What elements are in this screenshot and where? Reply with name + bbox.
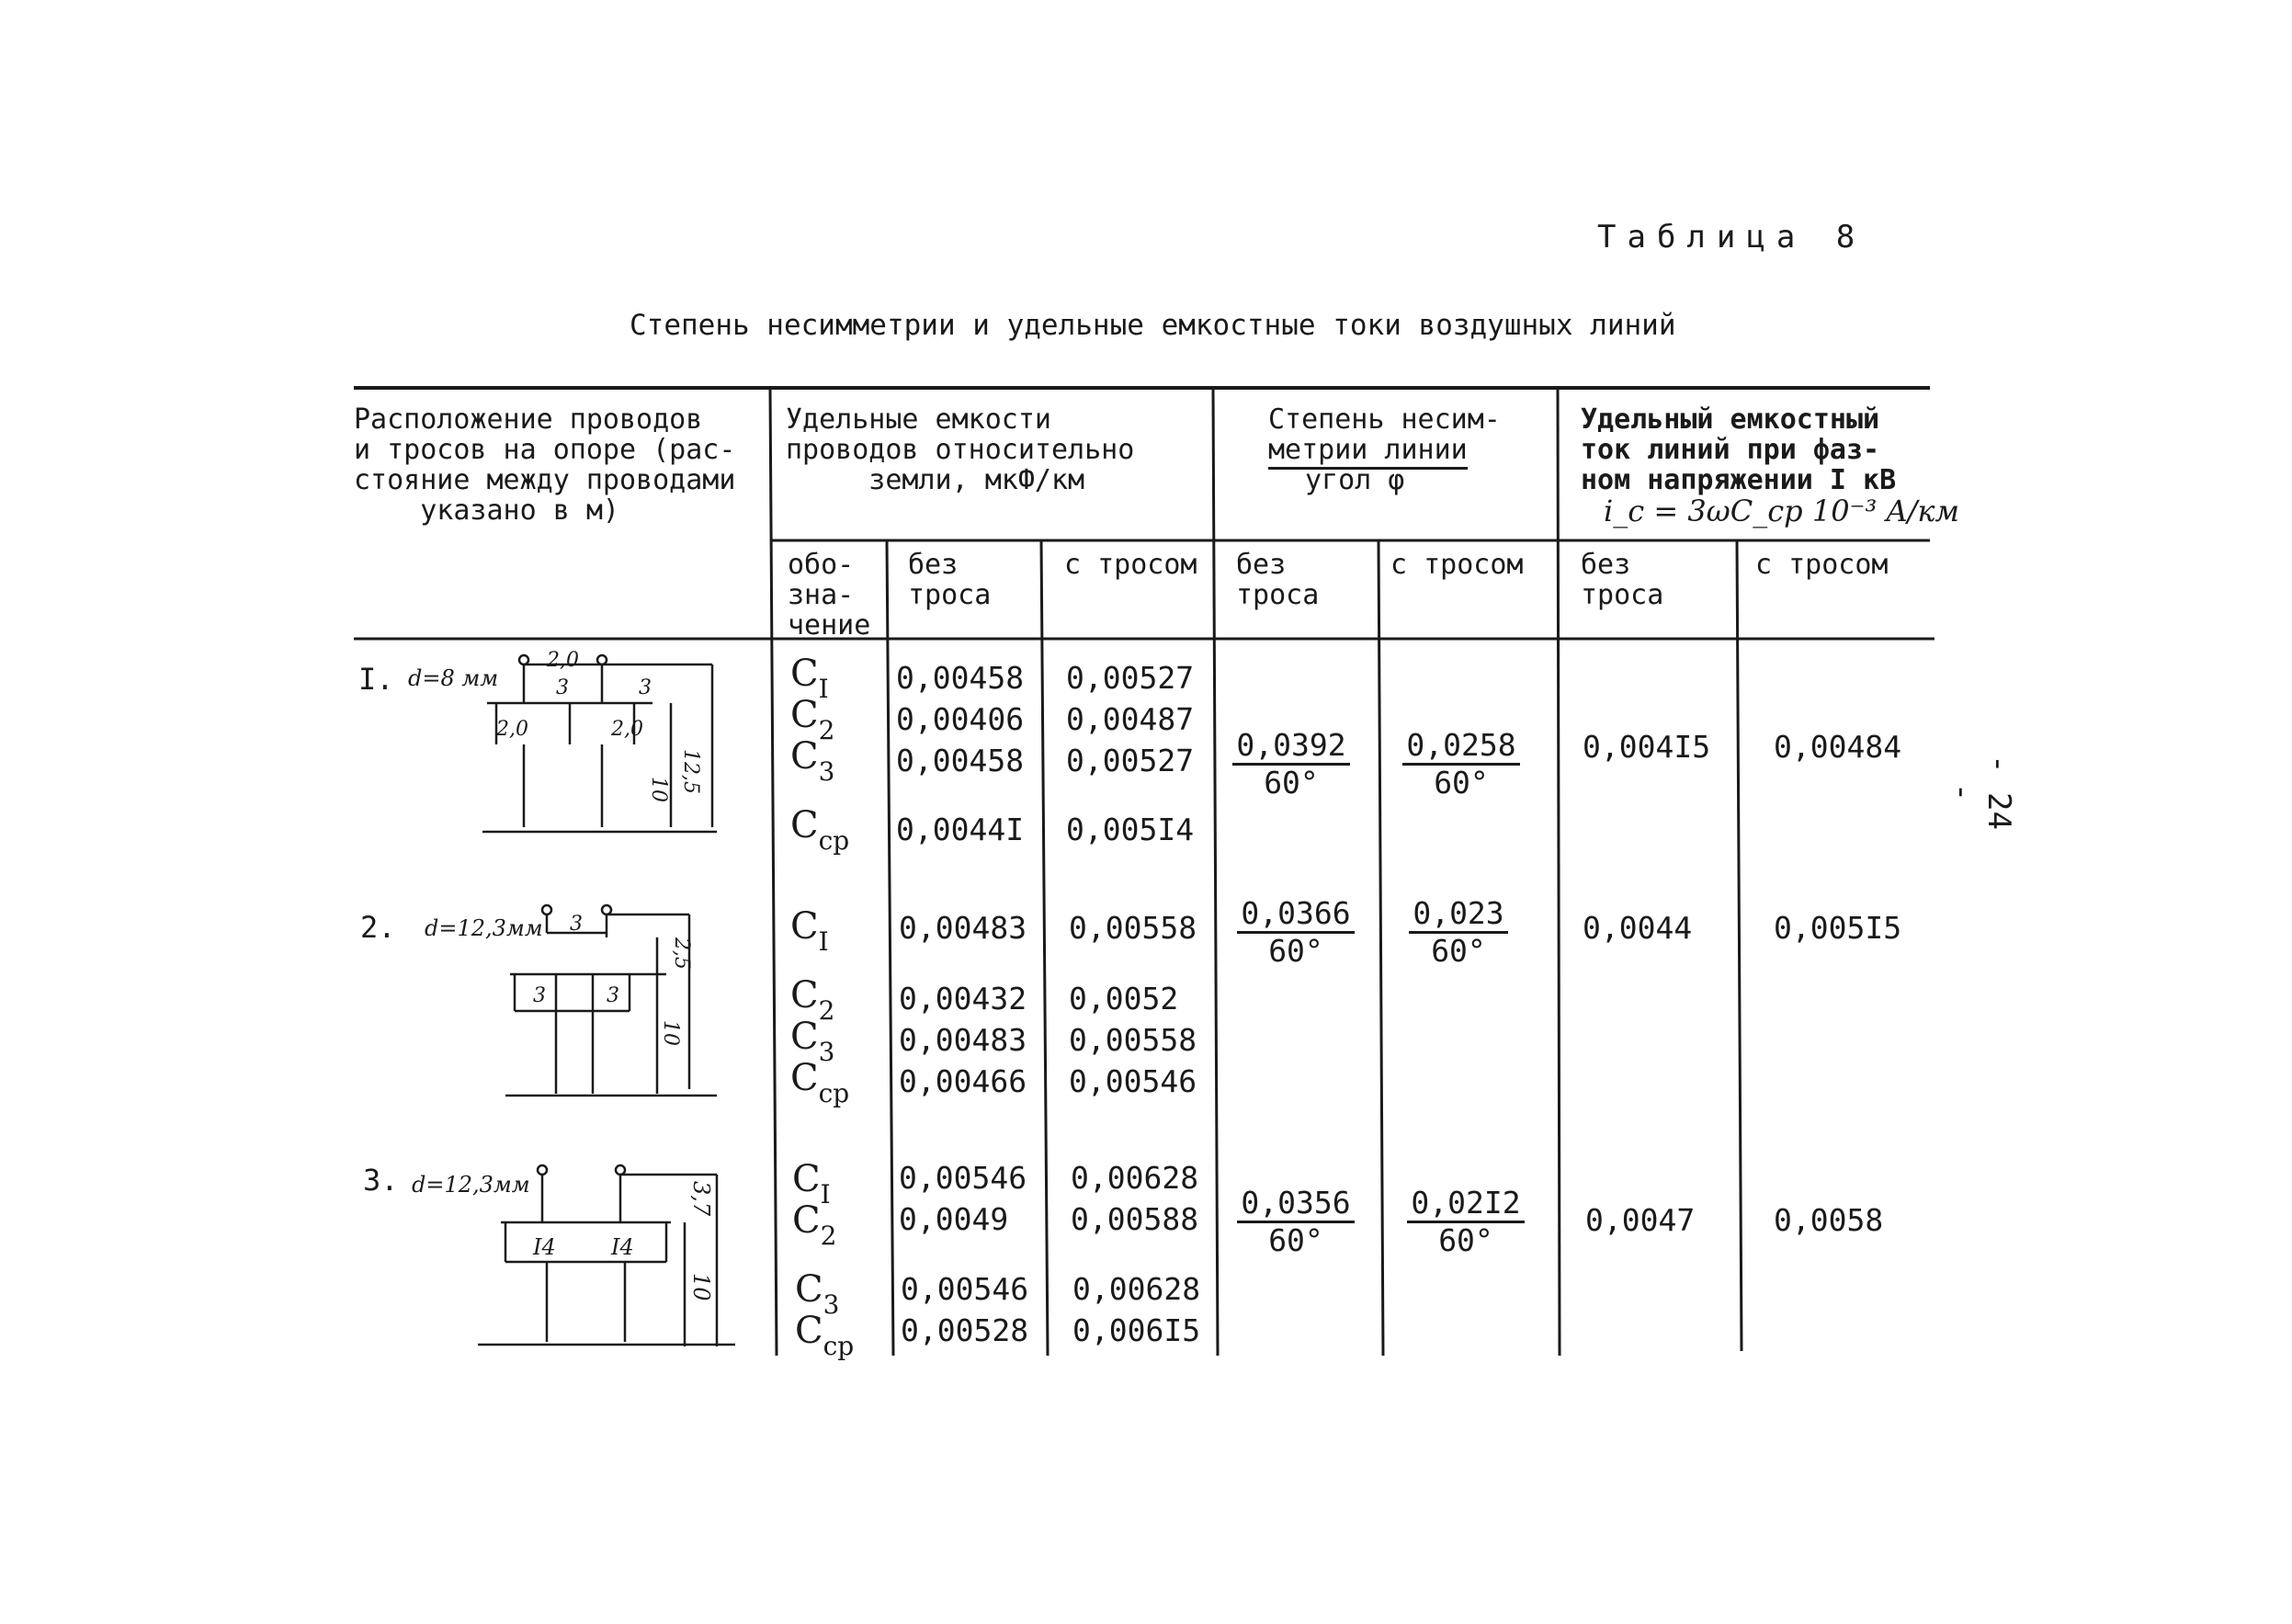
dim-label: 10 — [659, 1020, 682, 1046]
dim-label: 3 — [607, 984, 619, 1007]
c-value: 0,00458 — [896, 743, 1025, 778]
c-value: 0,00546 — [1069, 1063, 1197, 1099]
c-symbol: $C_3$ — [790, 1016, 835, 1067]
row-number: I. — [358, 662, 394, 697]
dim-label: 2,0 — [496, 718, 528, 741]
dim-label: 12,5 — [679, 749, 702, 794]
subheader-asym-with-cable: с тросом — [1390, 549, 1524, 581]
c-value: 0,00588 — [1071, 1201, 1199, 1237]
tower-diagram — [501, 901, 731, 1107]
dim-label: 3 — [556, 676, 569, 699]
c-value: 0,0044I — [896, 812, 1025, 847]
diameter-label: d=12,3мм — [412, 1172, 530, 1198]
subheader-current-no-cable: без троса — [1581, 549, 1664, 611]
asymmetry-no-cable: $\frac{0,0392}{60^\circ}$ — [1231, 728, 1351, 801]
header-asymmetry: Степень несим- — [1268, 403, 1501, 436]
c-value: 0,00558 — [1069, 1022, 1197, 1058]
subheader-c-with-cable: с тросом — [1064, 549, 1197, 581]
header-asymmetry-angle: угол φ — [1305, 464, 1405, 496]
c-value: 0,00466 — [899, 1063, 1027, 1099]
c-symbol: $C_2$ — [790, 694, 835, 745]
header-current: Удельный емкостный — [1581, 403, 1880, 436]
c-value: 0,00483 — [899, 910, 1027, 946]
c-symbol: $C_I$ — [790, 905, 829, 957]
dim-label: 10 — [688, 1273, 714, 1301]
c-value: 0,00628 — [1071, 1160, 1199, 1196]
subheader-current-with-cable: с тросом — [1755, 549, 1889, 581]
diameter-label: d=8 мм — [408, 665, 499, 691]
dim-label: I4 — [533, 1234, 556, 1260]
row-number: 3. — [363, 1163, 399, 1198]
c-symbol: $C_{ср}$ — [790, 804, 850, 856]
dim-label: 3 — [533, 984, 546, 1007]
subheader-designation: обо- зна- чение — [788, 549, 871, 642]
current-with-cable: 0,00484 — [1774, 729, 1902, 765]
dim-label: 3 — [639, 676, 652, 699]
asymmetry-with-cable: $\frac{0,02I2}{60^\circ}$ — [1406, 1186, 1526, 1258]
c-value: 0,00546 — [901, 1271, 1029, 1307]
c-symbol: $C_I$ — [790, 653, 829, 704]
asymmetry-no-cable: $\frac{0,0366}{60^\circ}$ — [1236, 896, 1356, 969]
diameter-label: d=12,3мм — [425, 915, 543, 941]
c-value: 0,00628 — [1072, 1271, 1201, 1307]
c-symbol: $C_{ср}$ — [795, 1310, 855, 1361]
c-value: 0,00458 — [896, 660, 1025, 696]
page-number: - 24 - — [1944, 755, 2017, 830]
table-title: Степень несимметрии и удельные емкостные токи воздушных линий — [630, 309, 1676, 342]
asymmetry-no-cable: $\frac{0,0356}{60^\circ}$ — [1236, 1186, 1356, 1258]
c-value: 0,005I4 — [1066, 812, 1195, 847]
dim-label: 2,5 — [670, 937, 693, 970]
table-caption: Таблица 8 — [1597, 219, 1867, 256]
current-no-cable: 0,0047 — [1585, 1202, 1696, 1238]
dim-label: 3 — [570, 913, 583, 936]
c-value: 0,00527 — [1066, 660, 1195, 696]
current-no-cable: 0,0044 — [1583, 910, 1693, 946]
header-current-formula: i_c = 3ωC_ср 10⁻³ A/км — [1604, 494, 1959, 528]
c-value: 0,00483 — [899, 1022, 1027, 1058]
asymmetry-with-cable: $\frac{0,023}{60^\circ}$ — [1399, 896, 1518, 969]
c-symbol: $C_{ср}$ — [790, 1057, 850, 1108]
asymmetry-with-cable: $\frac{0,0258}{60^\circ}$ — [1401, 728, 1521, 801]
header-arrangement: Расположение проводов и тросов на опоре (рас- стояние между проводами указано в м) — [354, 403, 736, 527]
current-with-cable: 0,005I5 — [1774, 910, 1902, 946]
c-symbol: $C_2$ — [792, 1199, 837, 1251]
header-current-line3: ном напряжении I кВ — [1581, 464, 1897, 496]
row-number: 2. — [360, 910, 396, 945]
c-value: 0,00487 — [1066, 701, 1195, 737]
subheader-c-no-cable: без троса — [908, 549, 992, 611]
c-value: 0,00558 — [1069, 910, 1197, 946]
dim-label: 10 — [647, 777, 670, 802]
c-value: 0,00527 — [1066, 743, 1195, 778]
dim-label: 2,0 — [547, 649, 579, 672]
c-value: 0,00406 — [896, 701, 1025, 737]
c-symbol: $C_3$ — [790, 735, 835, 787]
current-with-cable: 0,0058 — [1774, 1202, 1884, 1238]
dim-label: 3,7 — [688, 1181, 714, 1217]
dim-label: I4 — [611, 1234, 634, 1260]
tower-diagram — [478, 1163, 740, 1369]
c-value: 0,00528 — [901, 1312, 1029, 1348]
header-capacitances: Удельные емкости проводов относительно земли, мкФ/км — [786, 403, 1135, 496]
header-asymmetry-line2: метрии линии — [1268, 435, 1468, 470]
c-symbol: $C_I$ — [792, 1158, 831, 1209]
current-no-cable: 0,004I5 — [1583, 729, 1711, 765]
dim-label: 2,0 — [611, 718, 643, 741]
c-symbol: $C_3$ — [795, 1268, 840, 1320]
c-value: 0,00432 — [899, 981, 1027, 1016]
c-value: 0,0052 — [1069, 981, 1179, 1016]
c-symbol: $C_2$ — [790, 974, 835, 1026]
tower-diagram — [478, 648, 726, 850]
c-value: 0,006I5 — [1072, 1312, 1201, 1348]
c-value: 0,0049 — [899, 1201, 1009, 1237]
header-current-line2: ток линий при фаз- — [1581, 434, 1880, 466]
subheader-asym-no-cable: без троса — [1236, 549, 1320, 611]
c-value: 0,00546 — [899, 1160, 1027, 1196]
